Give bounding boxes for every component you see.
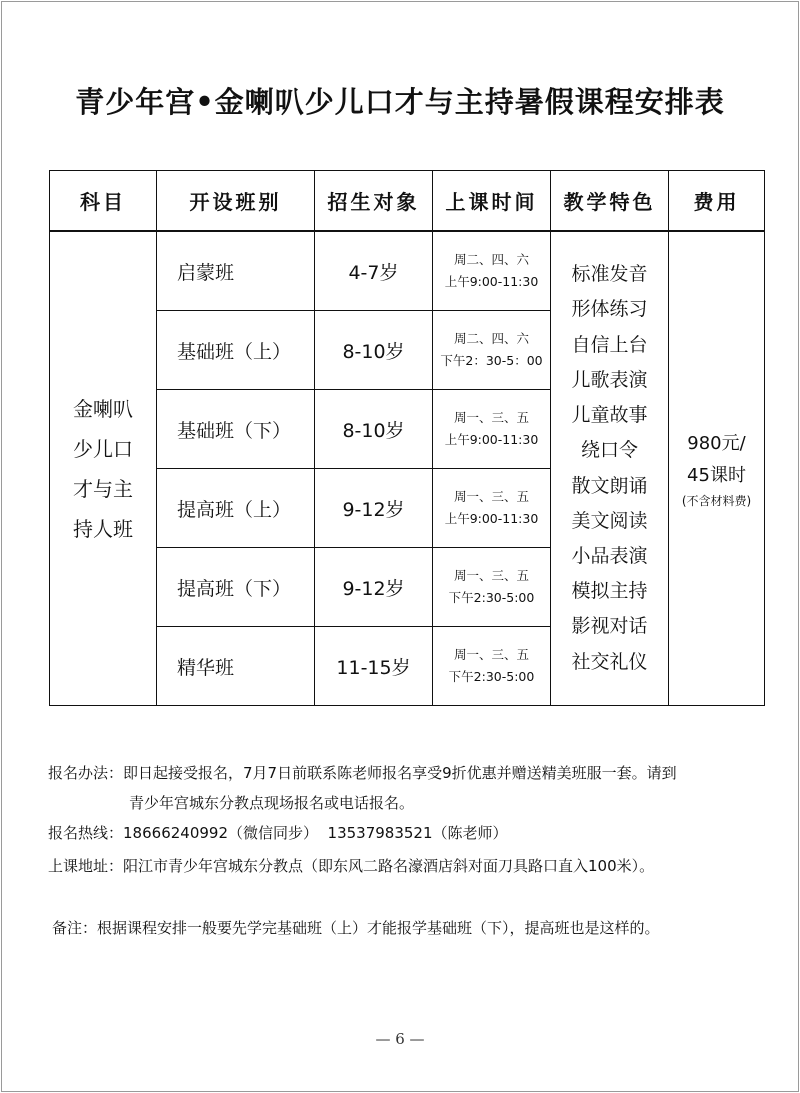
class-hours: 上午9:00-11:30 (444, 511, 539, 526)
class-hours: 下午2:30-5:00 (448, 590, 535, 605)
class-days: 周一、三、五 (453, 489, 529, 504)
subject-line: 才与主 (73, 476, 133, 501)
feature-item: 儿歌表演 (571, 368, 648, 391)
class-name: 基础班（下） (157, 390, 315, 469)
course-schedule-table (49, 170, 765, 706)
table-row (50, 231, 765, 311)
header-features: 教学特色 (551, 171, 669, 232)
subject-line: 少儿口 (73, 436, 133, 461)
class-time (433, 469, 551, 548)
age-range: 11-15岁 (315, 627, 433, 706)
class-days: 周一、三、五 (453, 647, 529, 662)
signup-method (48, 763, 778, 783)
class-name: 精华班 (157, 627, 315, 706)
header-class: 开设班别 (157, 171, 315, 232)
class-name: 提高班（下） (157, 548, 315, 627)
age-range: 9-12岁 (315, 548, 433, 627)
class-time (433, 390, 551, 469)
feature-item: 模拟主持 (571, 580, 648, 603)
feature-item: 标准发音 (571, 263, 648, 286)
feature-item: 美文阅读 (571, 509, 648, 532)
hotline (48, 823, 778, 843)
class-hours: 上午9:00-11:30 (444, 274, 539, 289)
age-range: 9-12岁 (315, 469, 433, 548)
signup-text-line2: 青少年宫城东分教点现场报名或电话报名。 (129, 794, 415, 812)
feature-item: 散文朗诵 (571, 474, 648, 497)
age-range: 8-10岁 (315, 311, 433, 390)
class-address (48, 856, 778, 876)
class-hours: 下午2:30-5:00 (448, 669, 535, 684)
feature-item: 自信上台 (571, 333, 648, 356)
class-time (433, 627, 551, 706)
class-days: 周一、三、五 (453, 410, 529, 425)
class-name: 提高班（上） (157, 469, 315, 548)
age-range: 8-10岁 (315, 390, 433, 469)
header-age: 招生对象 (315, 171, 433, 232)
class-days: 周一、三、五 (453, 568, 529, 583)
age-range: 4-7岁 (315, 231, 433, 311)
class-hours: 下午2：30-5：00 (440, 353, 543, 368)
subject-cell (50, 231, 157, 706)
signup-text-line1: 即日起接受报名，7月7日前联系陈老师报名享受9折优惠并赠送精美班服一套。请到 (123, 764, 677, 782)
address-label: 上课地址： (48, 857, 124, 875)
header-subject: 科目 (50, 171, 157, 232)
page-title: 青少年宫•金喇叭少儿口才与主持暑假课程安排表 (75, 85, 725, 119)
class-days: 周二、四、六 (453, 331, 529, 346)
subject-line: 持人班 (73, 516, 133, 541)
subject-line: 金喇叭 (73, 396, 133, 421)
fee-price: 980元/ (687, 432, 746, 454)
table-header-row (50, 171, 765, 232)
signup-label: 报名办法： (48, 764, 124, 782)
header-fee: 费用 (669, 171, 765, 232)
fee-cell (669, 231, 765, 706)
address-value: 阳江市青少年宫城东分教点（即东风二路名濠酒店斜对面刀具路口直入100米）。 (123, 857, 655, 875)
class-days: 周二、四、六 (453, 252, 529, 267)
class-time (433, 231, 551, 311)
class-name: 启蒙班 (157, 231, 315, 311)
remark-note: 备注：根据课程安排一般要先学完基础班（上）才能报学基础班（下），提高班也是这样的。 (52, 919, 660, 937)
page-number: — 6 — (375, 1030, 425, 1048)
class-name: 基础班（上） (157, 311, 315, 390)
fee-note: (不含材料费) (681, 493, 752, 508)
feature-item: 影视对话 (571, 615, 648, 638)
class-time (433, 311, 551, 390)
class-hours: 上午9:00-11:30 (444, 432, 539, 447)
feature-item: 儿童故事 (571, 404, 648, 427)
hotline-label: 报名热线： (48, 824, 124, 842)
fee-hours: 45课时 (687, 464, 746, 486)
features-cell (551, 231, 669, 706)
hotline-value: 18666240992（微信同步） 13537983521（陈老师） (123, 824, 508, 842)
class-time (433, 548, 551, 627)
header-time: 上课时间 (433, 171, 551, 232)
feature-item: 社交礼仪 (571, 650, 648, 673)
feature-item: 小品表演 (571, 544, 648, 567)
feature-item: 形体练习 (571, 298, 648, 321)
feature-item: 绕口令 (580, 439, 638, 462)
